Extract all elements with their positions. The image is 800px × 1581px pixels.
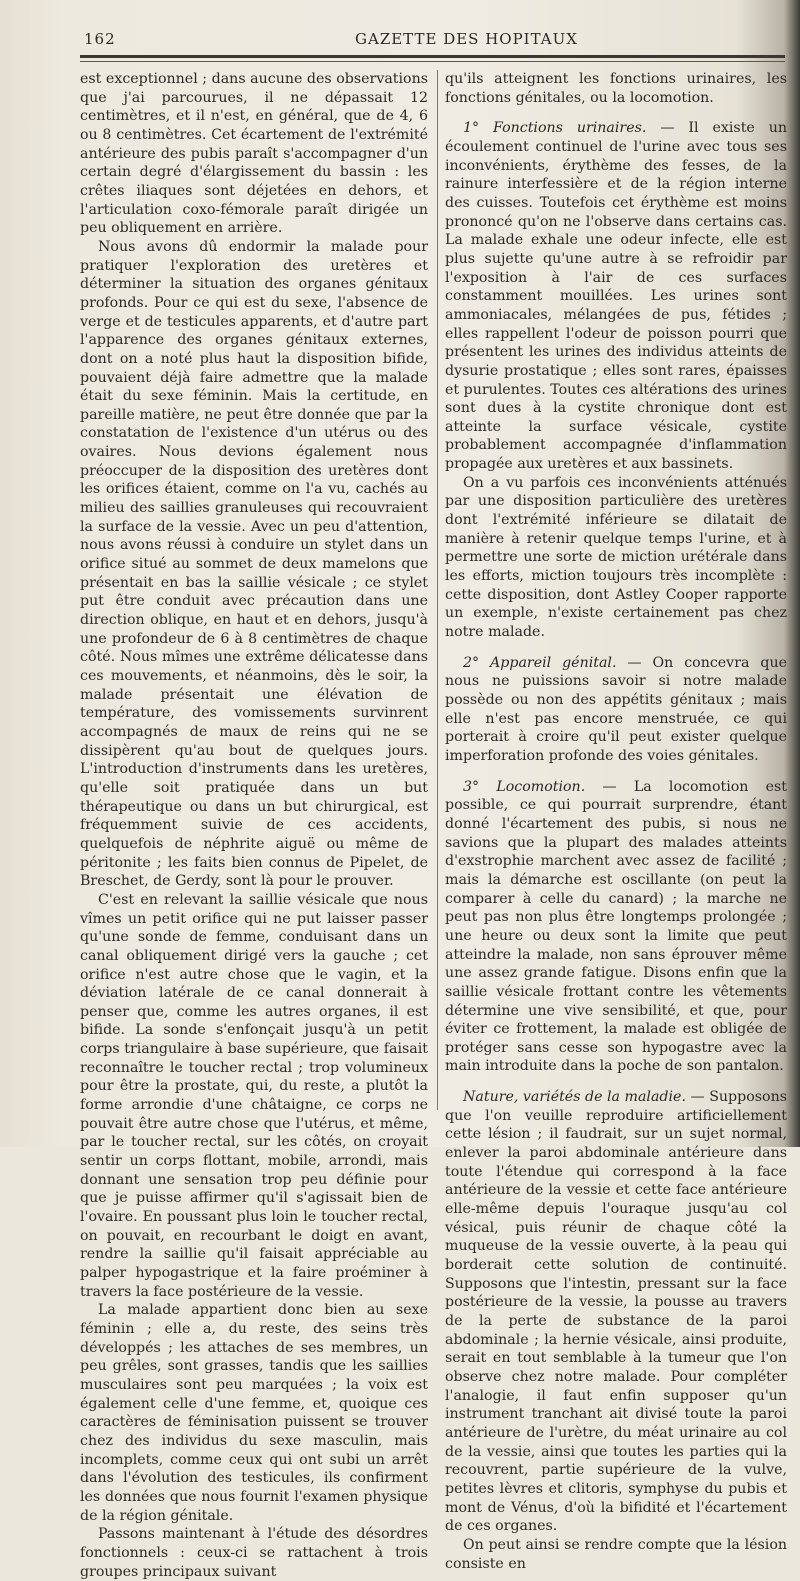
section-urinary <box>445 119 787 473</box>
paragraph: qu'ils atteignent les fonctions urinaires, les fonctions génitales, ou la locomotion. <box>445 71 787 106</box>
running-title: GAZETTE DES HOPITAUX <box>355 30 578 48</box>
paragraph: La malade appartient donc bien au sexe féminin ; elle a, du reste, des seins très développés ; les attaches de ses membres, un peu grêles, sont grasses, tandis que les saillies musculaires sont peu marquées ; la voix est également celle d'une femme, et, quoique ces caractères de féminisation puissent se trouver chez des individus du sexe masculin, mais incomplets, comme ceux qui ont subi un arrêt dans l'évolution des testicules, ils confirment les données que nous fournit l'examen physique de la région génitale. <box>80 1302 428 1524</box>
paragraph: On a vu parfois ces inconvénients atténués par une disposition particulière des uretères dont l'extrémité inférieure se dilatait de manière à retenir quelque temps l'urine, et à permettre une sorte de miction urétérale dans les efforts, miction toujours très incomplète : cette disposition, dont Astley Cooper rapporte un exemple, n'existe certainement pas chez notre malade. <box>445 474 787 641</box>
paragraph: est exceptionnel ; dans aucune des observations que j'ai parcourues, il ne dépassait 12 centimètres, et il n'est, en général, que de 4, 6 ou 8 centimètres. Cet écartement de l'extrémité antérieure des pubis paraît s'accompagner d'un certain degré d'élargissement du bassin : les crêtes iliaques sont déjetées en dehors, et l'articulation coxo-fémorale paraît dirigée un peu obliquement en arrière. <box>80 71 428 237</box>
header-rule <box>80 55 785 58</box>
right-column <box>445 70 787 1573</box>
section-heading: Nature, variétés de la maladie. <box>463 1089 686 1106</box>
paragraph: On peut ainsi se rendre compte que la lésion consiste en <box>445 1536 787 1572</box>
column-divider <box>437 70 438 1110</box>
left-column <box>80 70 428 1581</box>
section-text: — Il existe un écoulement continuel de l'urine avec tous ses inconvénients, érythème des fesses, de la rainure interfessière et de la région interne des cuisses. Toutefois cet érythème est moins prononcé qu'on ne l'observe dans certains cas. La malade exhale une odeur infecte, elle est plus sujette qu'une autre à se refroidir par l'exposition à l'air de ces surfaces constamment mouillées. Les urines sont ammoniacales, mélangées de pus, fétides ; elles rappellent l'odeur de poisson pourri que présentent les urines des individus atteints de dysurie prostatique ; elles sont rares, épaisses et purulentes. Toutes ces altérations des urines sont dues à la cystite chronique dont est atteinte la surface vésicale, cystite probablement accompagnée d'inflammation propagée aux uretères et aux bassinets. <box>445 120 787 473</box>
section-genital <box>445 654 787 766</box>
section-heading: 1° Fonctions urinaires. <box>463 120 647 137</box>
header-rule-thin <box>80 61 785 62</box>
section-nature <box>445 1088 787 1536</box>
paragraph: C'est en relevant la saillie vésicale que nous vîmes un petit orifice qui ne put laisser passer qu'une sonde de femme, conduisant dans un canal obliquement dirigé vers la gauche ; cet orifice n'est autre chose que le vagin, et la déviation latérale de ce canal donnerait à penser que, comme les autres organes, il est bifide. La sonde s'enfonçait jusqu'à un petit corps triangulaire à base supérieure, que faisait reconnaître le toucher rectal ; trop volumineux pour être la prostate, qui, du reste, a plutôt la forme arrondie d'une châtaigne, ce corps ne pouvait être autre chose que l'utérus, et même, par le toucher rectal, sur les côtés, on croyait sentir un corps flottant, mobile, arrondi, mais donnant une sensation trop peu définie pour que je puisse affirmer qu'il s'agissait bien de l'ovaire. En poussant plus loin le toucher rectal, on pouvait, en recourbant le doigt en avant, rendre la saillie qu'il faisait appréciable au palper hypogastrique et la faire proéminer à travers la face postérieure de la vessie. <box>80 891 428 1300</box>
page-number: 162 <box>84 30 116 48</box>
section-locomotion <box>445 778 787 1077</box>
section-heading: 2° Appareil génital. <box>463 654 617 671</box>
section-text: — La locomotion est possible, ce qui pourrait surprendre, étant donné l'écartement des pubis, si nous ne savions que la plupart des malades atteints d'exstrophie marchent avec assez de facilité ; mais la démarche est oscillante (on peut la comparer à celle du canard) ; la marche ne peut pas non plus être longtemps prolongée ; une heure ou deux sont la limite que peut atteindre la malade, non sans éprouver même une assez grande fatigue. Disons enfin que la saillie vésicale frottant contre les vêtements détermine une vive sensibilité, et que, pour éviter ce frottement, la malade est obligée de protéger sans cesse son hypogastre avec la main introduite dans la poche de son pantalon. <box>445 778 787 1075</box>
section-heading: 3° Locomotion. <box>463 778 586 795</box>
page-header <box>80 30 780 50</box>
paragraph: Nous avons dû endormir la malade pour pratiquer l'exploration des uretères et déterminer la situation des organes génitaux profonds. Pour ce qui est du sexe, l'absence de verge et de testicules apparents, et d'autre part l'apparence des organes génitaux externes, dont on a noté plus haut la disposition bifide, pouvaient déjà faire admettre que la malade était du sexe féminin. Mais la certitude, en pareille matière, ne peut être donnée que par la constatation de l'existence d'un utérus ou des ovaires. Nous devions également nous préoccuper de la disposition des uretères dont les orifices étaient, comme on l'a vu, cachés au milieu des saillies granuleuses qui recouvraient la surface de la vessie. Avec un peu d'attention, nous avons réussi à conduire un stylet dans un orifice situé au sommet de deux mamelons que présentait en bas la saillie vésicale ; ce stylet put être conduit avec précaution dans une direction oblique, en haut et en dehors, jusqu'à une profondeur de 6 à 8 centimètres de chaque côté. Nous mîmes une extrême délicatesse dans ces mouvements, et néanmoins, dès le soir, la malade présentait une élévation de température, des vomissements survinrent accompagnés de maux de reins qui ne se dissipèrent qu'au bout de quelques jours. L'introduction d'instruments dans les uretères, qu'elle soit pratiquée dans un but thérapeutique ou dans un but chirurgical, est fréquemment suivie de ces accidents, quelquefois de néphrite aiguë ou même de péritonite ; les faits bien connus de Pipelet, de Breschet, de Gerdy, sont là pour le prouver. <box>80 238 428 890</box>
section-text: — Supposons que l'on veuille reproduire artificiellement cette lésion ; il faudrait, sur un sujet normal, enlever la paroi abdominale antérieure dans toute l'étendue qui correspond à la face antérieure de la vessie et cette face antérieure elle-même depuis l'ouraque jusqu'au col vésical, puis réunir de chaque côté la muqueuse de la vessie ouverte, à la peau qui borderait cette solution de continuité. Supposons que l'intestin, pressant sur la face postérieure de la vessie, la pousse au travers de la perte de substance de la paroi abdominale ; la hernie vésicale, ainsi produite, serait en tout semblable à la tumeur que l'on observe chez notre malade. Pour compléter l'analogie, il faut enfin supposer qu'un instrument tranchant ait divisé toute la paroi antérieure de l'urètre, du méat urinaire au col de la vessie, ainsi que toutes les parties qui la recouvrent, partie supérieure de la vulve, petites lèvres et clitoris, symphyse du pubis et mont de Vénus, d'où la bifidité et l'écartement de ces organes. <box>445 1089 787 1535</box>
section-text: — On concevra que nous ne puissions savoir si notre malade possède ou non des appétits génitaux ; mais elle n'est pas encore menstruée, ce qui porterait à croire qu'il peut exister quelque imperforation profonde des voies génitales. <box>445 654 787 764</box>
paragraph: Passons maintenant à l'étude des désordres fonctionnels : ceux-ci se rattachent à trois groupes principaux suivant <box>80 1526 428 1580</box>
